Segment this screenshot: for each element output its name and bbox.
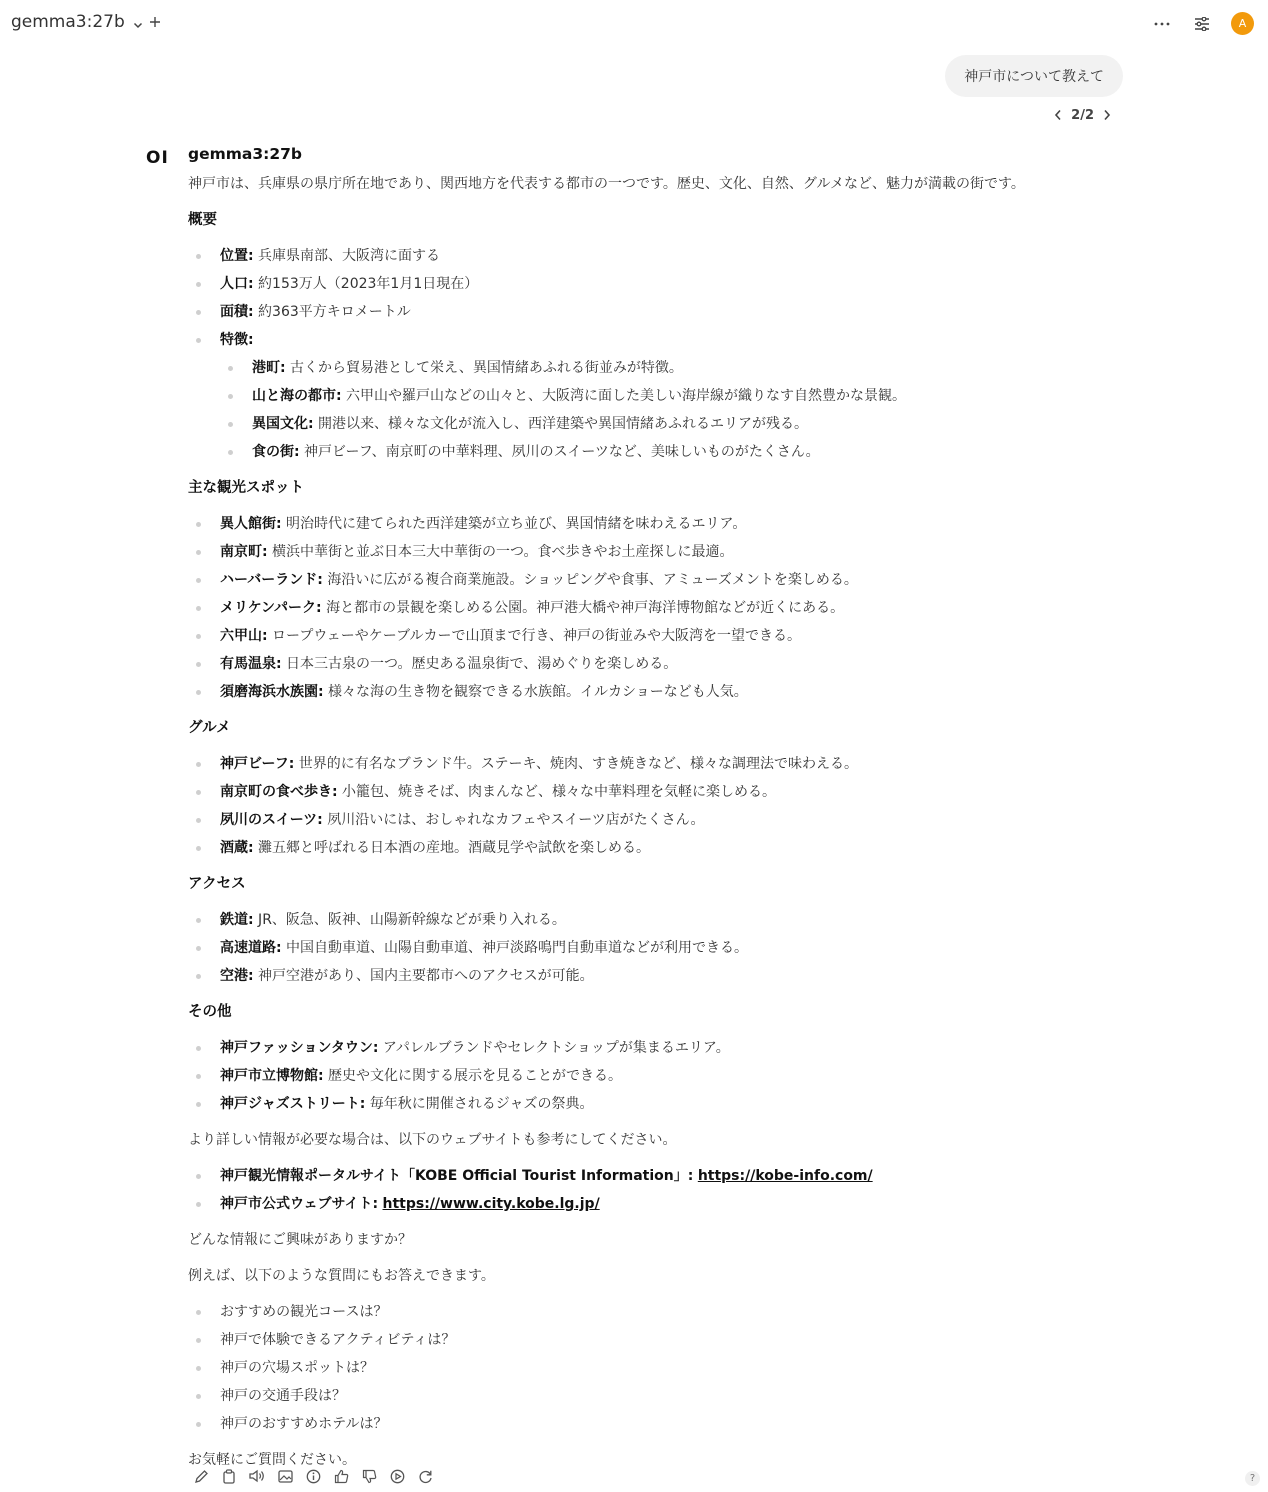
kobe-info-link[interactable]: https://kobe-info.com/: [697, 1168, 873, 1184]
list-item: 異人館街: 明治時代に建てられた西洋建築が立ち並び、異国情緒を味わえるエリア。: [220, 510, 1148, 538]
section-heading-other: その他: [188, 1004, 232, 1020]
message-actions: [192, 1467, 434, 1485]
copy-button[interactable]: [220, 1467, 238, 1485]
play-icon: [390, 1469, 405, 1484]
list-item: 酒蔵: 灘五郷と呼ばれる日本酒の産地。酒蔵見学や試飲を楽しめる。: [220, 834, 1148, 862]
question-text: どんな情報にご興味がありますか？: [188, 1232, 412, 1248]
top-right-controls: [1151, 12, 1254, 35]
list-item: 神戸ジャズストリート: 毎年秋に開催されるジャズの祭典。: [220, 1090, 1148, 1118]
list-item: 港町: 古くから貿易港として栄え、異国情緒あふれる街並みが特徴。: [252, 354, 1148, 382]
list-item: 神戸のおすすめホテルは？: [220, 1410, 1148, 1438]
list-item: 神戸で体験できるアクティビティは？: [220, 1326, 1148, 1354]
list-item: 異国文化: 開港以来、様々な文化が流入し、西洋建築や異国情緒あふれるエリアが残る。: [252, 410, 1148, 438]
chevron-left-icon: [1054, 109, 1062, 121]
list-item: 高速道路: 中国自動車道、山陽自動車道、神戸淡路鳴門自動車道などが利用できる。: [220, 934, 1148, 962]
assistant-response: [188, 170, 1148, 1482]
list-item: 南京町: 横浜中華街と並ぶ日本三大中華街の一つ。食べ歩きやお土産探しに最適。: [220, 538, 1148, 566]
more-button[interactable]: [1151, 13, 1173, 35]
features-list: [220, 354, 1148, 466]
list-item: メリケンパーク: 海と都市の景観を楽しめる公園。神戸港大橋や神戸海洋博物館などが近くにある。: [220, 594, 1148, 622]
gourmet-list: [188, 750, 1148, 862]
bad-response-button[interactable]: [360, 1467, 378, 1485]
pager-label: 2/2: [1071, 107, 1094, 123]
edit-icon: [194, 1469, 209, 1484]
list-item: 南京町の食べ歩き: 小籠包、焼きそば、肉まんなど、様々な中華料理を気軽に楽しめる。: [220, 778, 1148, 806]
next-response-button[interactable]: [1100, 107, 1114, 123]
list-item: 神戸観光情報ポータルサイト「KOBE Official Tourist Information」: https://kobe-info.com/: [220, 1162, 1148, 1190]
sliders-icon: [1194, 17, 1210, 31]
question-text-2: 例えば、以下のような質問にもお答えできます。: [188, 1268, 495, 1284]
list-item: ハーバーランド: 海沿いに広がる複合商業施設。ショッピングや食事、アミューズメントを楽しめる。: [220, 566, 1148, 594]
list-item: 特徴: 港町: 古くから貿易港として栄え、異国情緒あふれる街並みが特徴。 山と海の都市: 六甲山や羅戸山などの山々と、大阪湾に面した美しい海岸線が織りなす自然豊かな景観。 異国文化: 開港以来、様々な文化が流入し、西洋建築や異国情緒あふれるエリアが残る。 食の街: 神戸ビーフ、南京町の中華料理、夙川のスイーツなど、美味しいものがたくさん。: [220, 326, 1148, 466]
model-name: gemma3:27b: [11, 12, 125, 32]
regenerate-icon: [418, 1469, 433, 1484]
list-item: 有馬温泉: 日本三古泉の一つ。歴史ある温泉街で、湯めぐりを楽しめる。: [220, 650, 1148, 678]
section-heading-spots: 主な観光スポット: [188, 480, 304, 496]
list-item: 面積: 約363平方キロメートル: [220, 298, 1148, 326]
list-item: 神戸の交通手段は？: [220, 1382, 1148, 1410]
list-item: 神戸市立博物館: 歴史や文化に関する展示を見ることができる。: [220, 1062, 1148, 1090]
list-item: 六甲山: ロープウェーやケーブルカーで山頂まで行き、神戸の街並みや大阪湾を一望できる。: [220, 622, 1148, 650]
closing-text: お気軽にご質問ください。: [188, 1452, 356, 1468]
intro-text: 神戸市は、兵庫県の県庁所在地であり、関西地方を代表する都市の一つです。歴史、文化、自然、グルメなど、魅力が満載の街です。: [188, 176, 1025, 192]
good-response-button[interactable]: [332, 1467, 350, 1485]
help-button[interactable]: ?: [1245, 1471, 1260, 1486]
user-message: 神戸市について教えて: [945, 55, 1123, 97]
list-item: 人口: 約153万人（2023年1月1日現在）: [220, 270, 1148, 298]
suggestions-list: [188, 1298, 1148, 1438]
section-heading-access: アクセス: [188, 876, 246, 892]
list-item: 須磨海浜水族園: 様々な海の生き物を観察できる水族館。イルカショーなども人気。: [220, 678, 1148, 706]
thumbs-up-icon: [334, 1469, 349, 1484]
list-item: おすすめの観光コースは？: [220, 1298, 1148, 1326]
spots-list: [188, 510, 1148, 706]
list-item: 鉄道: JR、阪急、阪神、山陽新幹線などが乗り入れる。: [220, 906, 1148, 934]
user-avatar[interactable]: A: [1231, 12, 1254, 35]
speaker-icon: [249, 1469, 265, 1483]
list-item: 夙川のスイーツ: 夙川沿いには、おしゃれなカフェやスイーツ店がたくさん。: [220, 806, 1148, 834]
edit-button[interactable]: [192, 1467, 210, 1485]
more-icon: [1154, 22, 1170, 26]
new-model-button[interactable]: [149, 12, 161, 34]
access-list: [188, 906, 1148, 990]
info-icon: [306, 1469, 321, 1484]
prev-response-button[interactable]: [1051, 107, 1065, 123]
assistant-logo: OI: [146, 148, 169, 168]
info-button[interactable]: [304, 1467, 322, 1485]
regenerate-button[interactable]: [416, 1467, 434, 1485]
generate-image-button[interactable]: [276, 1467, 294, 1485]
overview-list: [188, 242, 1148, 466]
more-info-text: より詳しい情報が必要な場合は、以下のウェブサイトも参考にしてください。: [188, 1132, 677, 1148]
image-icon: [278, 1470, 293, 1483]
continue-response-button[interactable]: [388, 1467, 406, 1485]
model-selector[interactable]: [11, 12, 144, 32]
other-list: [188, 1034, 1148, 1118]
section-heading-gourmet: グルメ: [188, 720, 231, 736]
list-item: 神戸ファッションタウン: アパレルブランドやセレクトショップが集まるエリア。: [220, 1034, 1148, 1062]
copy-icon: [222, 1469, 236, 1484]
read-aloud-button[interactable]: [248, 1467, 266, 1485]
response-pager: [1051, 107, 1114, 123]
list-item: 神戸の穴場スポットは？: [220, 1354, 1148, 1382]
plus-icon: [149, 16, 161, 28]
list-item: 山と海の都市: 六甲山や羅戸山などの山々と、大阪湾に面した美しい海岸線が織りなす自然豊かな景観。: [252, 382, 1148, 410]
list-item: 位置: 兵庫県南部、大阪湾に面する: [220, 242, 1148, 270]
links-list: [188, 1162, 1148, 1218]
chevron-right-icon: [1103, 109, 1111, 121]
list-item: 神戸ビーフ: 世界的に有名なブランド牛。ステーキ、焼肉、すき焼きなど、様々な調理法で味わえる。: [220, 750, 1148, 778]
controls-button[interactable]: [1191, 13, 1213, 35]
thumbs-down-icon: [362, 1469, 377, 1484]
list-item: 食の街: 神戸ビーフ、南京町の中華料理、夙川のスイーツなど、美味しいものがたくさん。: [252, 438, 1148, 466]
list-item: 神戸市公式ウェブサイト: https://www.city.kobe.lg.jp/: [220, 1190, 1148, 1218]
list-item: 空港: 神戸空港があり、国内主要都市へのアクセスが可能。: [220, 962, 1148, 990]
top-bar: [0, 0, 1268, 48]
section-heading-overview: 概要: [188, 212, 217, 228]
assistant-name: gemma3:27b: [188, 145, 303, 163]
city-kobe-link[interactable]: https://www.city.kobe.lg.jp/: [382, 1196, 600, 1212]
chevron-down-icon: [132, 16, 144, 28]
